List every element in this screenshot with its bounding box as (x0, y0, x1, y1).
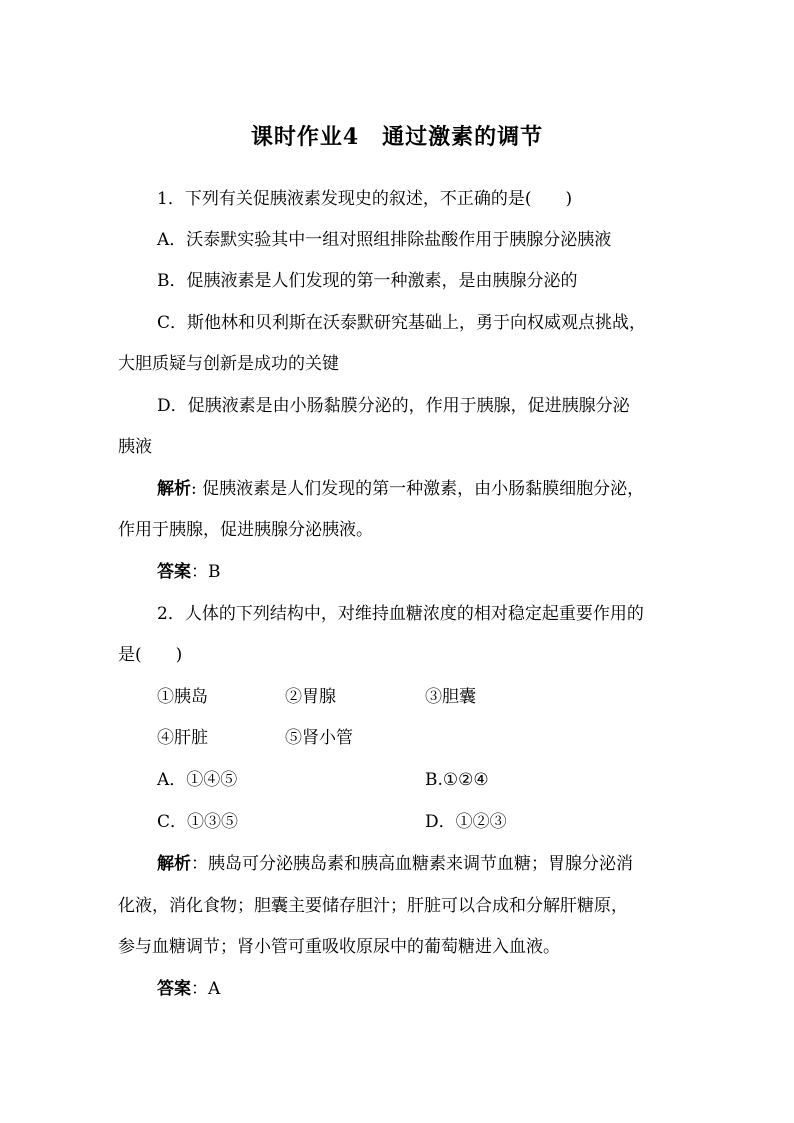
q1-analysis-label: 解析 (157, 479, 191, 499)
q1-analysis-line2: 作用于胰腺，促进胰腺分泌胰液。 (118, 520, 373, 540)
q1-option-c-line2: 大胆质疑与创新是成功的关键 (118, 354, 339, 374)
q2-analysis-line2: 化液，消化食物；胆囊主要储存胆汁；肝脏可以合成和分解肝糖原， (118, 896, 628, 916)
q2-option-b: B.①②④ (425, 770, 489, 790)
q1-analysis-text: : 促胰液素是人们发现的第一种激素，由小肠黏膜细胞分泌， (191, 479, 645, 499)
q1-answer (157, 561, 221, 583)
q1-option-d-line2: 胰液 (118, 437, 152, 457)
q2-analysis-text: ：胰岛可分泌胰岛素和胰高血糖素来调节血糖；胃腺分泌消 (191, 854, 633, 874)
page-title: 课时作业4 通过激素的调节 (250, 124, 544, 150)
q1-option-d-line1: D．促胰液素是由小肠黏膜分泌的，作用于胰腺，促进胰腺分泌 (157, 396, 630, 416)
q2-analysis-label: 解析 (157, 854, 191, 874)
q2-option-c: C．①③⑤ (157, 812, 239, 832)
q2-stem-line2: 是( ) (118, 645, 183, 665)
q2-analysis-line1 (157, 853, 633, 875)
q2-answer-label: 答案 (157, 979, 191, 999)
q1-option-b: B．促胰液素是人们发现的第一种激素，是由胰腺分泌的 (157, 271, 578, 291)
q2-answer (157, 978, 220, 1000)
q2-item-5: ⑤肾小管 (285, 728, 353, 748)
q2-option-a: A．①④⑤ (157, 770, 238, 790)
q2-item-1: ①胰岛 (157, 687, 208, 707)
q2-option-d: D．①②③ (425, 812, 507, 832)
q2-analysis-line3: 参与血糖调节；肾小管可重吸收原尿中的葡萄糖进入血液。 (118, 937, 560, 957)
q2-stem-line1: 2．人体的下列结构中，对维持血糖浓度的相对稳定起重要作用的 (157, 604, 644, 624)
q2-item-4: ④肝脏 (157, 728, 208, 748)
q1-answer-label: 答案 (157, 562, 191, 582)
q2-item-2: ②胃腺 (285, 687, 336, 707)
q1-answer-value: ：B (191, 562, 221, 582)
q2-answer-value: ：A (191, 979, 221, 999)
q1-stem: 1．下列有关促胰液素发现史的叙述，不正确的是( ) (157, 189, 573, 209)
q1-analysis-line1 (157, 478, 644, 500)
q2-item-3: ③胆囊 (425, 687, 476, 707)
q1-option-a: A．沃泰默实验其中一组对照组排除盐酸作用于胰腺分泌胰液 (157, 230, 612, 250)
q1-option-c-line1: C．斯他林和贝利斯在沃泰默研究基础上，勇于向权威观点挑战， (157, 313, 647, 333)
